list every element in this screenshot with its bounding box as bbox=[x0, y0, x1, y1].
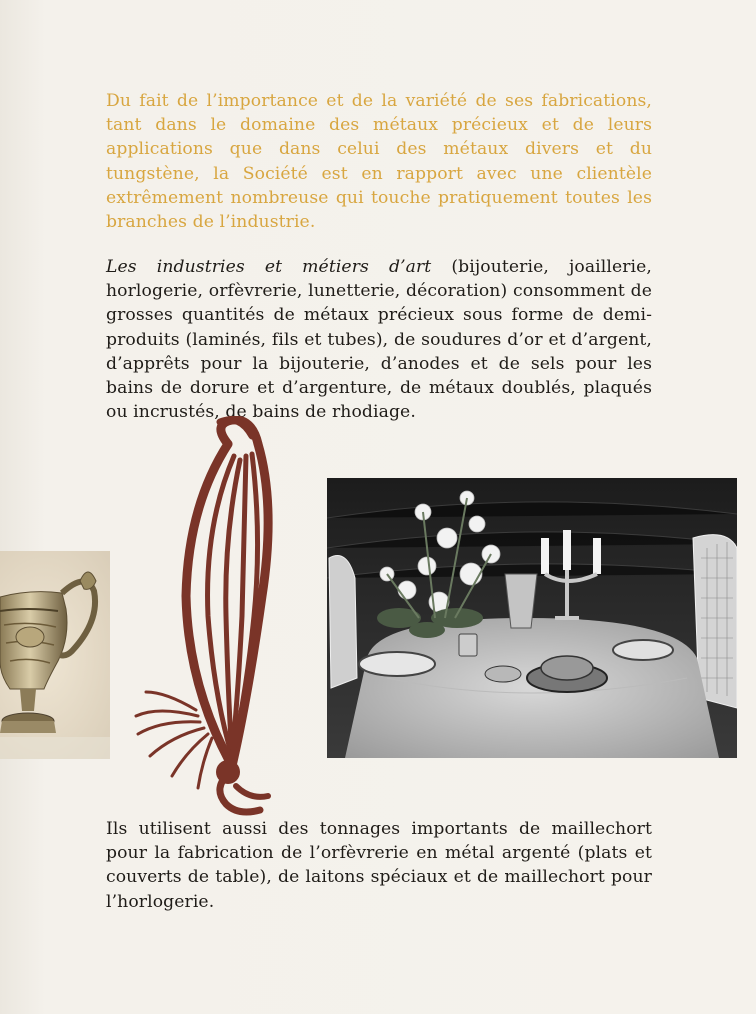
ewer-photo bbox=[0, 551, 110, 759]
arts-lead-italic: Les industries et métiers d’art bbox=[106, 257, 432, 277]
arts-paragraph-body: (bijouterie, joaillerie, horlogerie, orfèvrerie, lunetterie, décoration) consomment de grosses quantités de métaux précieux sous forme de demi-produits (laminés, fils et tubes), de soudures d’or et d’argent, d’apprêts pour la bijouterie, d’anodes et de sels pour les bains de dorure et d’argenture, de métaux doublés, plaqués ou incrustés, de bains de rhodiage. bbox=[106, 257, 652, 423]
arts-paragraph bbox=[106, 255, 652, 424]
closing-paragraph: Ils utilisent aussi des tonnages importants de maillechort pour la fabrication de l’orfèvrerie en métal argenté (plats et couverts de table), de laitons spéciaux et de maillechort pour l’horlogerie. bbox=[106, 819, 652, 912]
table-setting-photo bbox=[327, 478, 737, 758]
brooch-ornament bbox=[128, 416, 300, 826]
intro-paragraph: Du fait de l’importance et de la variété de ses fabrications, tant dans le domaine des métaux précieux et de leurs applications que dans celui des métaux divers et du tungstène, la Société est en rapport avec une clientèle extrêmement nombreuse qui touche pratiquement toutes les branches de l’industrie. bbox=[106, 91, 652, 233]
